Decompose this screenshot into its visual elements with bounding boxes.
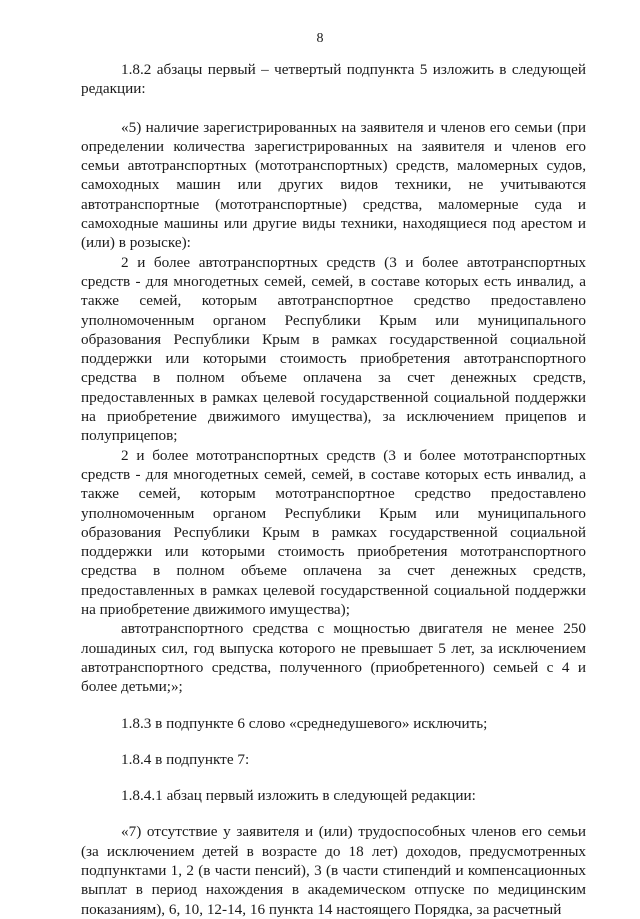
page-number: 8 [316, 31, 324, 46]
paragraph-1-8-4: 1.8.4 в подпункте 7: [121, 750, 250, 768]
paragraph-subitem-7: «7) отсутствие у заявителя и (или) трудоспособных членов его семьи (за исключением детей в возрасте до 18 лет) доходов, предусмотренных подпунктами 1, 2 (в части пенсий), 3 (в части стипендий и компенсационных выплат в период нахождения в академическом отпуске по медицинским показаниям), 6, 10, 12-14, 16 пункта 14 настоящего Порядка, за расчетный [81, 823, 586, 918]
paragraph-engine-power: автотранспортного средства с мощностью двигателя не менее 250 лошадиных сил, год выпуска которого не превышает 5 лет, за исключением автотранспортного средства, полученного (приобретенного) семьей с 4 и более детьми;»; [81, 620, 586, 696]
paragraph-1-8-3: 1.8.3 в подпункте 6 слово «среднедушевого» исключить; [121, 714, 488, 732]
paragraph-1-8-2: 1.8.2 абзацы первый – четвертый подпункта 5 изложить в следующей редакции: [81, 61, 586, 98]
paragraph-1-8-4-1: 1.8.4.1 абзац первый изложить в следующей редакции: [121, 787, 476, 805]
paragraph-mototransport: 2 и более мототранспортных средств (3 и более мототранспортных средств - для многодетных семей, семей, в составе которых есть инвалид, а также семей, которым мототранспортное средство предоставлено уполномоченным органом Республики Крым или муниципального образования Республики Крым в рамках государственной социальной поддержки или которыми стоимость приобретения мототранспортного средства в полном объеме оплачена за счет денежных средств, предоставленных в рамках целевой государственной социальной поддержки на приобретение движимого имущества); [81, 446, 586, 619]
document-body [81, 60, 586, 919]
paragraph-subitem-5-intro: «5) наличие зарегистрированных на заявителя и членов его семьи (при определении количества зарегистрированных на заявителя и членов его семьи автотранспортных (мототранспортных) средств, маломерных судов, самоходных машин или других видов техники, не учитываются автотранспортные (мототранспортные) средства, маломерные суда и самоходные машины или другие виды техники, находящиеся под арестом и (или) в розыске): [81, 118, 586, 252]
paragraph-autotransport: 2 и более автотранспортных средств (3 и более автотранспортных средств - для многодетных семей, семей, в составе которых есть инвалид, а также семей, которым автотранспортное средство предоставлено уполномоченным органом Республики Крым или муниципального образования Республики Крым в рамках государственной социальной поддержки или которыми стоимость приобретения автотранспортного средства в полном объеме оплачена за счет денежных средств, предоставленных в рамках целевой государственной социальной поддержки на приобретение движимого имущества), за исключением прицепов и полуприцепов; [81, 253, 586, 445]
